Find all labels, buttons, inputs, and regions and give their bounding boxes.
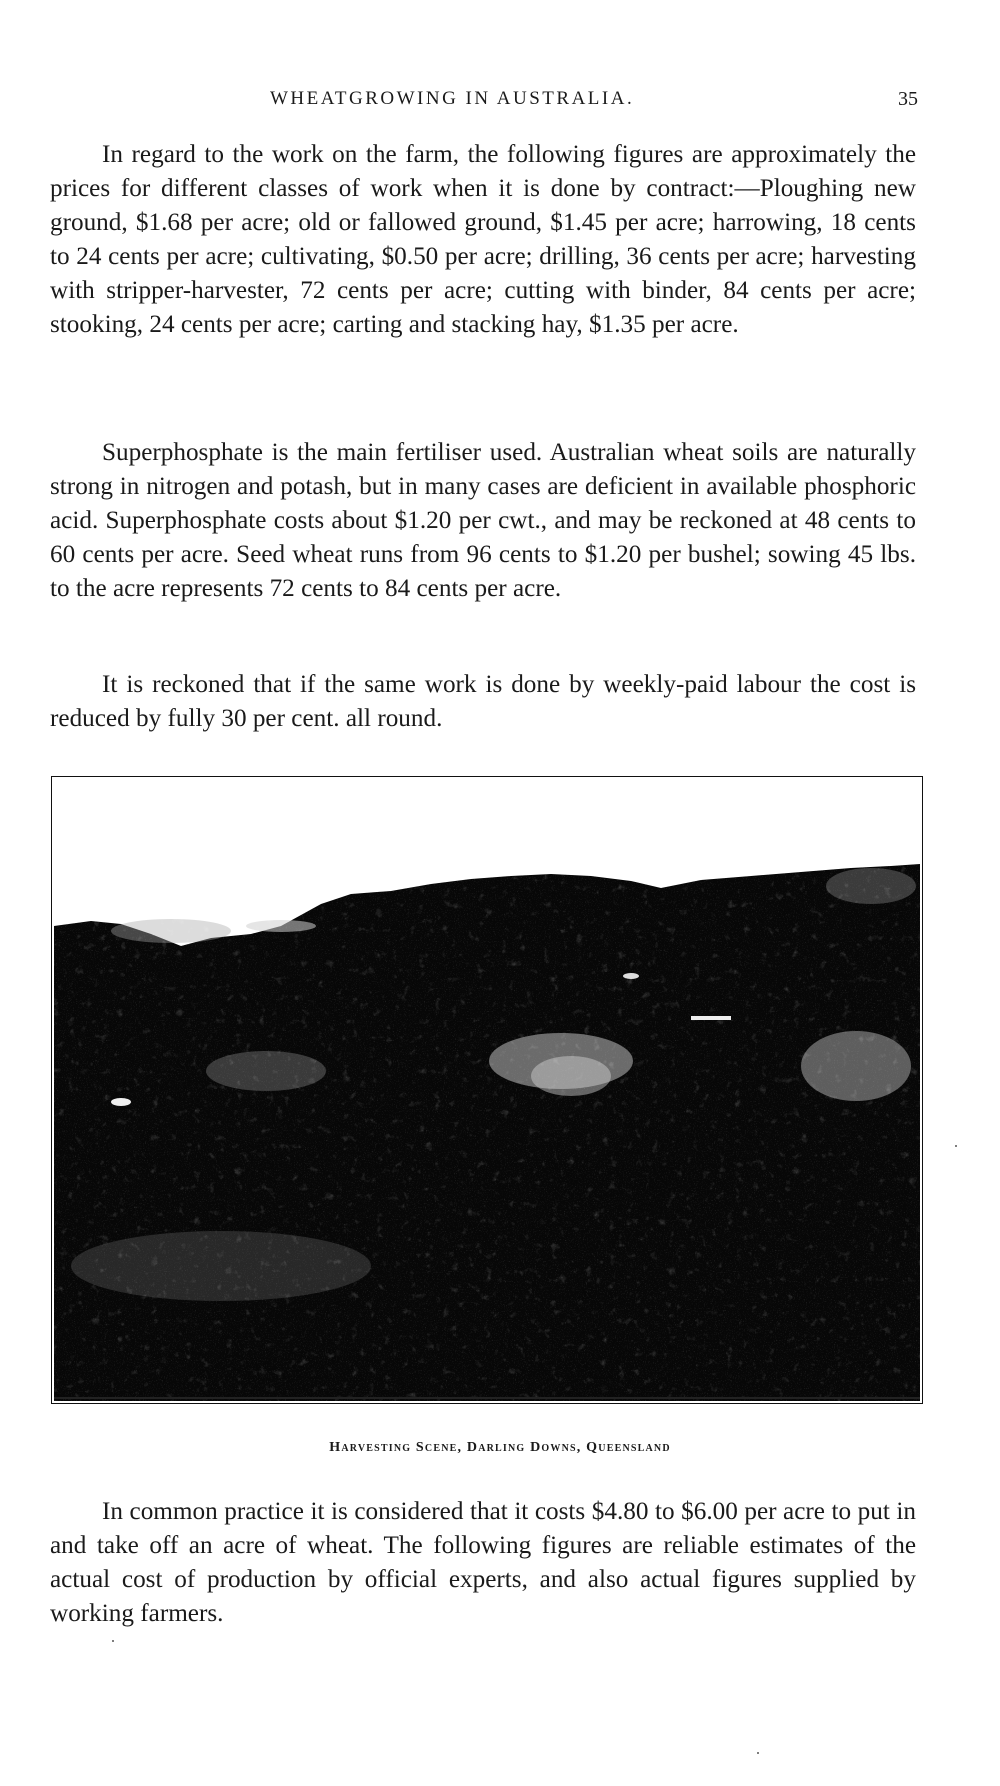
paragraph-superphosphate: Superphosphate is the main fertiliser used. Australian wheat soils are naturally strong in nitrogen and potash, but in many cases are deficient in available phosphoric acid. Superphosphate costs about $1.20 per cwt., and may be reckoned at 48 cents to 60 cents per acre. Seed wheat runs from 96 cents to $1.20 per bushel; sowing 45 lbs. to the acre represents 72 cents to 84 cents per acre. [50,439,916,602]
paragraph-weekly-labour: It is reckoned that if the same work is done by weekly-paid labour the cost is reduced by fully 30 per cent. all round. [50,671,916,732]
paragraph-cost-of-production: In common practice it is considered that it costs $4.80 to $6.00 per acre to put in and take off an acre of wheat. The following figures are reliable estimates of the actual cost of production by official experts, and also actual figures supplied by working farmers. [50,1498,916,1627]
harvesting-scene-photo [51,776,923,1404]
print-speck [112,1640,114,1642]
figure-caption: Harvesting Scene, Darling Downs, Queensland [329,1440,671,1455]
paragraph-contract-prices: In regard to the work on the farm, the following figures are approximately the prices for different classes of work when it is done by contract:—Ploughing new ground, $1.68 per acre; old or fallowed ground, $1.45 per acre; harrowing, 18 cents to 24 cents per acre; cultivating, $0.50 per acre; drilling, 36 cents per acre; harvesting with stripper-harvester, 72 cents per acre; cutting with binder, 84 cents per acre; stooking, 24 cents per acre; carting and stacking hay, $1.35 per acre. [50,141,916,338]
page-number: 35 [898,88,918,110]
print-speck [757,1752,759,1754]
running-head: WHEATGROWING IN AUSTRALIA. [270,88,635,109]
print-speck [955,1145,957,1147]
page-header [0,88,1000,118]
harvesting-scene-illustration [51,776,923,1404]
